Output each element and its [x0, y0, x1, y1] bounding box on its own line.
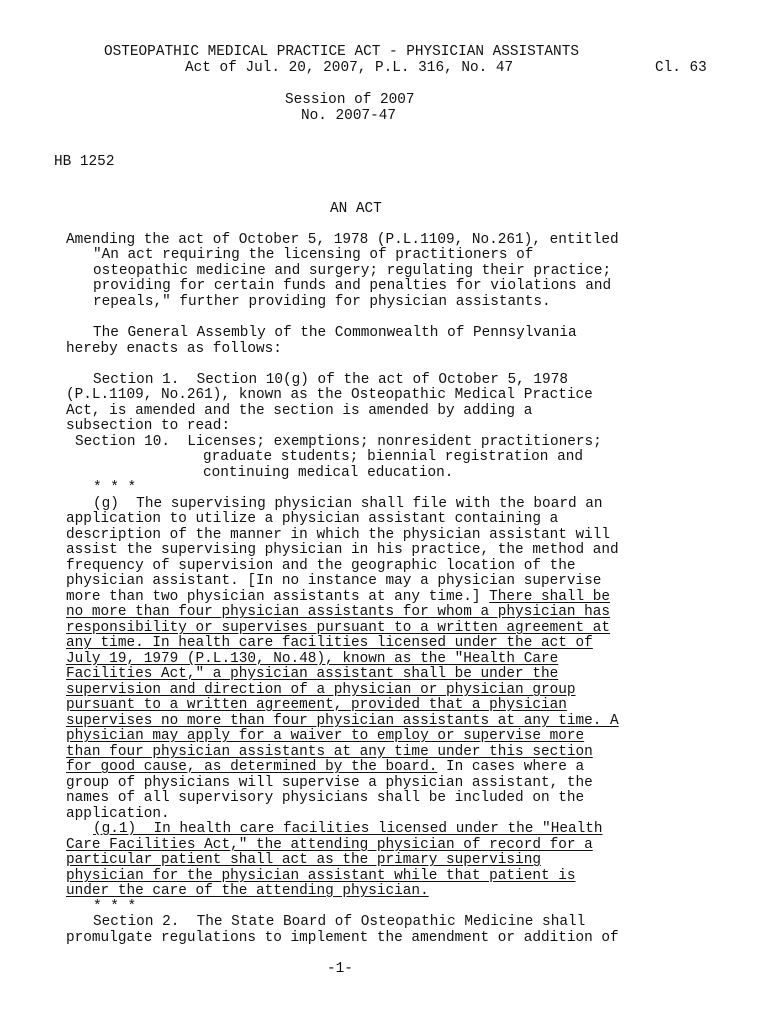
inserted-line: Facilities Act," a physician assistant shall be under the: [66, 666, 559, 682]
subsection-g-line: assist the supervising physician in his practice, the method and: [66, 542, 619, 558]
subsection-g-line: description of the manner in which the physician assistant will: [66, 527, 611, 543]
section-1-line: subsection to read:: [66, 418, 231, 434]
act-citation: Act of Jul. 20, 2007, P.L. 316, No. 47: [185, 60, 514, 76]
session-line: Session of 2007: [285, 92, 415, 108]
section-2-line: promulgate regulations to implement the amendment or addition of: [66, 930, 619, 946]
title-line: Amending the act of October 5, 1978 (P.L.1109, No.261), entitled: [66, 232, 619, 248]
inserted-text: There shall be: [489, 589, 611, 605]
inserted-text: for good cause, as determined by the board.: [66, 759, 438, 775]
inserted-line: any time. In health care facilities licensed under the act of: [66, 635, 593, 651]
subsection-g-line: physician assistant. [In no instance may a physician supervise: [66, 573, 602, 589]
act-number: No. 2007-47: [301, 108, 396, 124]
omission-asterisks: * * *: [93, 899, 137, 915]
subsection-g-line: group of physicians will supervise a physician assistant, the: [66, 775, 593, 791]
deleted-text: more than two physician assistants at any time.]: [66, 589, 490, 605]
section-1-line: Act, is amended and the section is amended by adding a: [66, 403, 533, 419]
inserted-line: no more than four physician assistants for whom a physician has: [66, 604, 611, 620]
inserted-line: responsibility or supervises pursuant to a written agreement at: [66, 620, 611, 636]
inserted-line: pursuant to a written agreement, provided that a physician: [66, 697, 567, 713]
plain-text: In cases where a: [437, 759, 585, 775]
inserted-line: supervision and direction of a physician or physician group: [66, 682, 576, 698]
section-10-heading: graduate students; biennial registration and: [203, 449, 583, 465]
subsection-g-line: (g) The supervising physician shall file with the board an: [93, 496, 603, 512]
title-line: "An act requiring the licensing of practitioners of: [93, 247, 534, 263]
subsection-g-line: names of all supervisory physicians shall be included on the: [66, 790, 585, 806]
subsection-g-line: frequency of supervision and the geographic location of the: [66, 558, 576, 574]
title-line: osteopathic medicine and surgery; regulating their practice;: [93, 263, 612, 279]
subsection-g1-line: under the care of the attending physician.: [66, 883, 429, 899]
subsection-g-line: application to utilize a physician assistant containing a: [66, 511, 559, 527]
section-1-line: Section 1. Section 10(g) of the act of October 5, 1978: [93, 372, 568, 388]
class-code: Cl. 63: [655, 60, 707, 76]
subsection-g1-line: physician for the physician assistant while that patient is: [66, 868, 576, 884]
inserted-line: July 19, 1979 (P.L.130, No.48), known as the "Health Care: [66, 651, 559, 667]
inserted-line: supervises no more than four physician assistants at any time. A: [66, 713, 619, 729]
enacting-clause: The General Assembly of the Commonwealth of Pennsylvania: [93, 325, 577, 341]
inserted-line: than four physician assistants at any time under this section: [66, 744, 593, 760]
section-10-heading: continuing medical education.: [203, 465, 454, 481]
omission-asterisks: * * *: [93, 480, 137, 496]
section-1-line: (P.L.1109, No.261), known as the Osteopathic Medical Practice: [66, 387, 593, 403]
inserted-line: physician may apply for a waiver to employ or supervise more: [66, 728, 585, 744]
section-2-line: Section 2. The State Board of Osteopathic Medicine shall: [93, 914, 586, 930]
enacting-clause: hereby enacts as follows:: [66, 341, 282, 357]
bill-number: HB 1252: [54, 154, 115, 170]
subsection-g1-line: (g.1) In health care facilities licensed under the "Health: [93, 821, 603, 837]
document-title: OSTEOPATHIC MEDICAL PRACTICE ACT - PHYSICIAN ASSISTANTS: [104, 44, 579, 60]
title-line: repeals," further providing for physician assistants.: [93, 294, 551, 310]
page-number: -1-: [327, 961, 353, 977]
section-10-heading: Section 10. Licenses; exemptions; nonresident practitioners;: [75, 434, 602, 450]
subsection-g1-line: particular patient shall act as the primary supervising: [66, 852, 541, 868]
subsection-g1-line: Care Facilities Act," the attending physician of record for a: [66, 837, 593, 853]
act-heading: AN ACT: [330, 201, 382, 217]
subsection-g-line: [66, 760, 584, 776]
title-line: providing for certain funds and penalties for violations and: [93, 278, 612, 294]
subsection-g-line: application.: [66, 806, 170, 822]
